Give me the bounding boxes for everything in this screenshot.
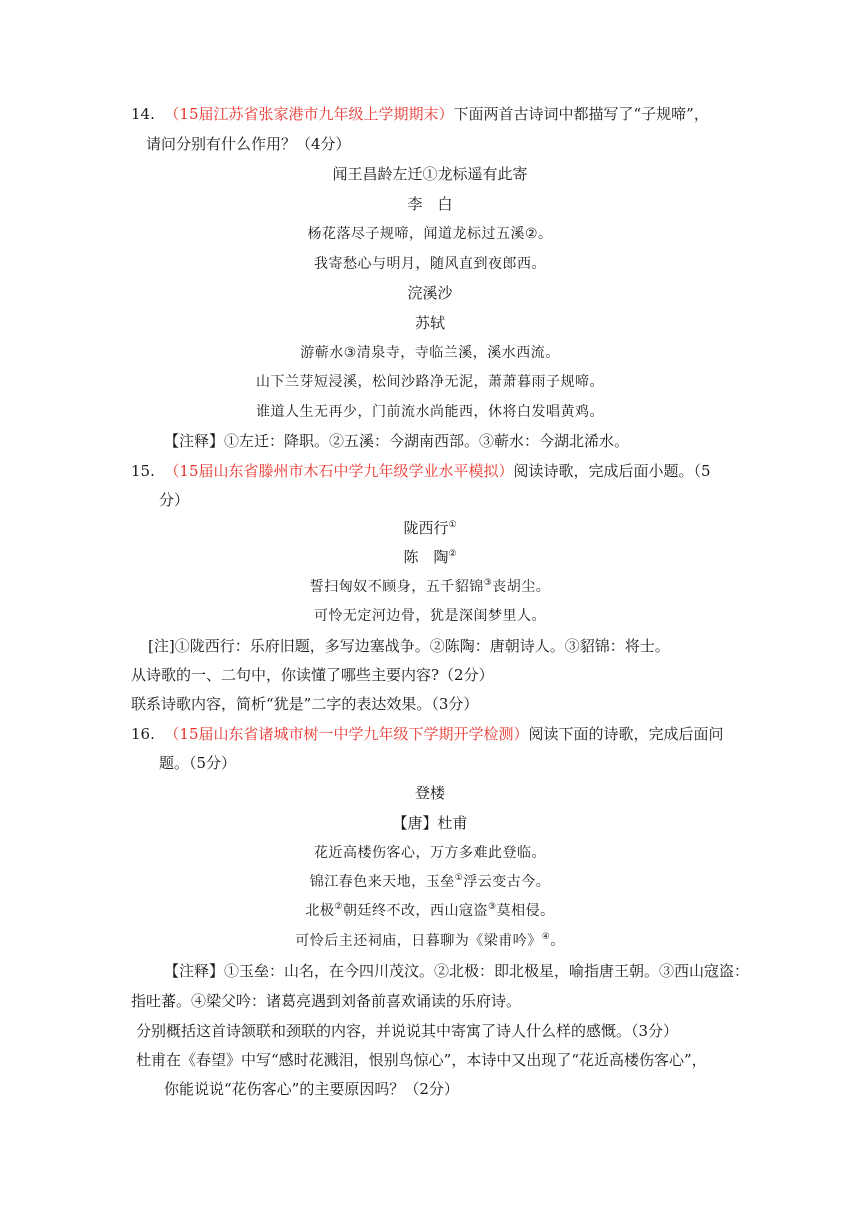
poem-title-text: 陇西行: [403, 519, 449, 537]
poem-line-text: 誓扫匈奴不顾身，五千貂锦: [309, 579, 484, 595]
question-15-stem: [131, 461, 711, 481]
poem-author: 李 白: [407, 195, 453, 213]
poem-line: [0, 931, 860, 951]
footnote-mark: ②: [334, 902, 343, 912]
footnote-mark: ②: [448, 549, 457, 559]
poem-title: [0, 518, 860, 538]
poem-line: 可怜无定河边骨，犹是深闺梦里人。: [314, 608, 546, 624]
sub-question: 从诗歌的一、二句中，你读懂了哪些主要内容?（2分）: [131, 666, 494, 684]
poem-line-text: 锦江春色来天地，玉垒: [309, 874, 455, 890]
question-stem: 下面两首古诗词中都描写了“子规啼”，: [453, 105, 709, 123]
poem-line: [0, 901, 860, 921]
poem-author: [0, 547, 860, 567]
poem-title: 浣溪沙: [407, 284, 453, 302]
poem-author: 苏轼: [414, 314, 445, 332]
question-stem-cont: 分）: [159, 491, 190, 509]
question-16-stem: [131, 724, 724, 744]
annotation-note: 【注释】①左迁：降职。②五溪：今湖南西部。③蕲水：今湖北浠水。: [164, 432, 630, 450]
poem-line: 游蕲水③清泉寺，寺临兰溪，溪水西流。: [300, 345, 560, 361]
annotation-note-cont: 指吐蕃。④梁父吟：诸葛亮遇到刘备前喜欢诵读的乐府诗。: [131, 992, 522, 1010]
footnote-mark: ③: [483, 578, 493, 588]
sub-question: 分别概括这首诗颔联和颈联的内容，并说说其中寄寓了诗人什么样的感慨。（3分）: [136, 1022, 679, 1040]
sub-question: 杜甫在《春望》中写“感时花溅泪，恨别鸟惊心”，本诗中又出现了“花近高楼伤客心”，: [136, 1051, 707, 1069]
annotation-note: [注]①陇西行：乐府旧题，多写边塞战争。②陈陶：唐朝诗人。③貂锦：将士。: [148, 637, 670, 655]
poem-line: 杨花落尽子规啼，闻道龙标过五溪②。: [307, 226, 553, 242]
question-source: （15届江苏省张家港市九年级上学期期末）: [164, 105, 454, 123]
sub-question-cont: 你能说说“花伤客心”的主要原因吗？（2分）: [164, 1080, 459, 1098]
poem-line: 山下兰芽短浸溪，松间沙路净无泥，萧萧暮雨子规啼。: [256, 374, 604, 390]
poem-title: 登楼: [414, 784, 445, 802]
poem-line: 花近高楼伤客心，万方多难此登临。: [314, 845, 546, 861]
footnote-mark: ①: [454, 873, 464, 883]
footnote-mark: ④: [541, 932, 551, 942]
question-number: 15.: [131, 462, 155, 480]
poem-line-text: 朝廷终不改，西山寇盗: [343, 903, 488, 919]
question-source: （15届山东省诸城市树一中学九年级下学期开学检测）: [164, 725, 529, 743]
question-14-stem: [131, 104, 709, 124]
poem-line-text: 。: [550, 933, 565, 949]
question-number: 16.: [131, 725, 155, 743]
poem-line-text: 可怜后主还祠庙，日暮聊为《梁甫吟》: [295, 933, 542, 949]
poem-author: 【唐】杜甫: [392, 814, 468, 832]
annotation-note: 【注释】①玉垒：山名，在今四川茂汶。②北极：即北极星，喻指唐王朝。③西山寇盗：: [164, 962, 750, 980]
question-stem: 阅读诗歌，完成后面小题。（5: [513, 462, 711, 480]
poem-line-text: 浮云变古今。: [463, 874, 551, 890]
sub-question: 联系诗歌内容，简析“犹是”二字的表达效果。（3分）: [131, 695, 479, 713]
poem-line-text: 丧胡尘。: [492, 579, 551, 595]
poem-author-text: 陈 陶: [403, 548, 449, 566]
poem-line: [0, 577, 860, 597]
footnote-mark: ①: [448, 520, 457, 530]
poem-line: 谁道人生无再少，门前流水尚能西，休将白发唱黄鸡。: [256, 404, 604, 420]
poem-line: 我寄愁心与明月，随风直到夜郎西。: [314, 256, 546, 272]
question-source: （15届山东省滕州市木石中学九年级学业水平模拟）: [164, 462, 514, 480]
footnote-mark: ③: [488, 902, 497, 912]
poem-line: [0, 872, 860, 892]
question-stem: 阅读下面的诗歌，完成后面问: [528, 725, 724, 743]
poem-title: 闻王昌龄左迁①龙标遥有此寄: [332, 165, 528, 183]
question-stem-cont: 题。（5分）: [159, 754, 237, 772]
question-number: 14.: [131, 105, 155, 123]
question-stem-cont: 请问分别有什么作用？（4分）: [146, 135, 351, 153]
poem-line-text: 北极: [305, 903, 335, 919]
poem-line-text: 莫相侵。: [496, 903, 555, 919]
